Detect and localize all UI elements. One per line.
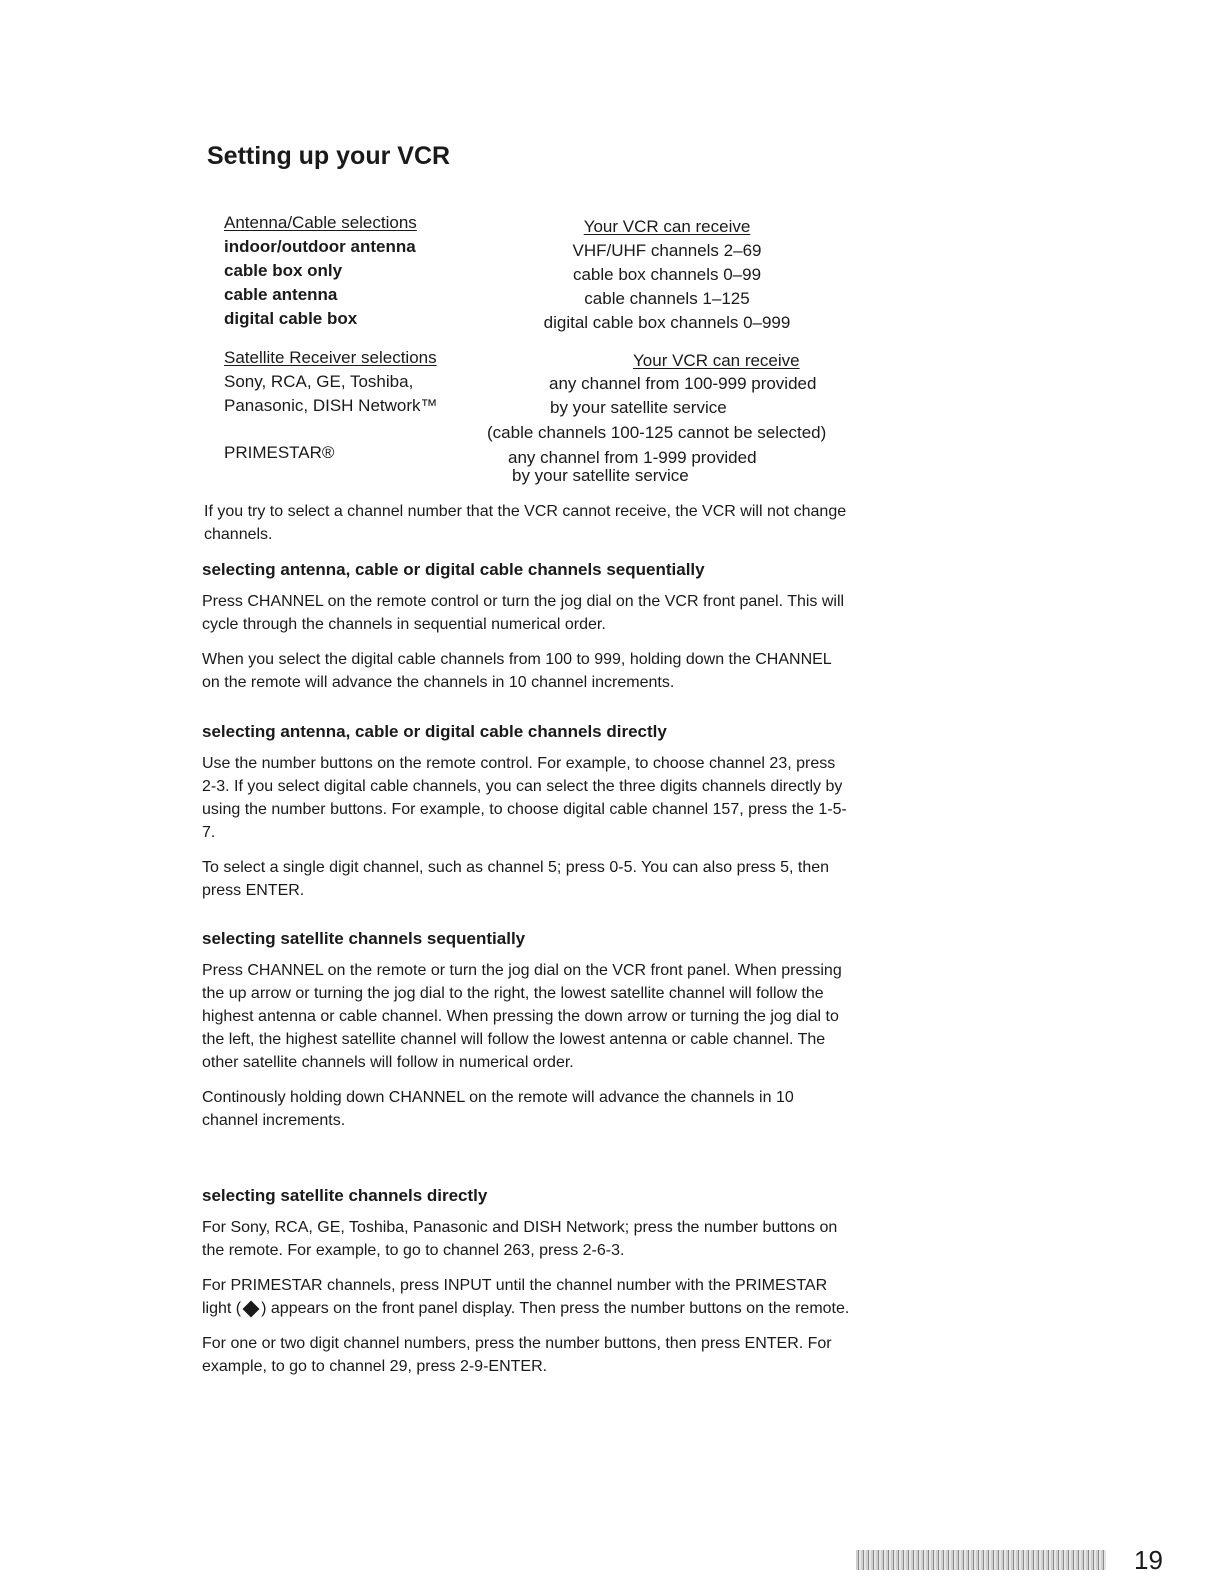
section-satellite-direct [202, 1186, 852, 1390]
section-heading: selecting antenna, cable or digital cable channels directly [202, 722, 667, 741]
satellite-receive-line: (cable channels 100-125 cannot be selected) [487, 423, 827, 442]
antenna-option: cable box only [224, 261, 343, 280]
page-number: 19 [1134, 1545, 1163, 1575]
primestar-text-end: ) appears on the front panel display. Then press the number buttons on the remote. [261, 1300, 850, 1317]
diamond-icon [243, 1300, 260, 1317]
section-antenna-direct [202, 722, 852, 914]
antenna-option: digital cable box [224, 309, 358, 328]
antenna-selections [224, 211, 417, 331]
antenna-receive [517, 215, 817, 335]
section-paragraph: To select a single digit channel, such as channel 5; press 0-5. You can also press 5, then press ENTER. [202, 859, 830, 899]
section-paragraph: Use the number buttons on the remote control. For example, to choose channel 23, press 2-3. If you select digital cable channels, you can select the three digits channels directly by using the number buttons. For example, to choose digital cable channel 157, press the 1-5-7. [202, 755, 847, 841]
section-heading: selecting antenna, cable or digital cable channels sequentially [202, 560, 705, 579]
section-satellite-sequential [202, 929, 852, 1144]
section-heading: selecting satellite channels sequentially [202, 929, 526, 948]
section-heading: selecting satellite channels directly [202, 1186, 488, 1205]
satellite-heading: Satellite Receiver selections [224, 348, 437, 367]
receive-item: cable box channels 0–99 [572, 265, 762, 284]
antenna-option: indoor/outdoor antenna [224, 237, 416, 256]
primestar-label: PRIMESTAR® [224, 443, 335, 462]
antenna-heading: Antenna/Cable selections [224, 213, 417, 232]
satellite-receive-line: by your satellite service [550, 398, 727, 417]
satellite-brands: Sony, RCA, GE, Toshiba, [224, 372, 414, 391]
section-antenna-sequential [202, 560, 852, 706]
receive-item: digital cable box channels 0–999 [543, 313, 791, 332]
section-paragraph: For Sony, RCA, GE, Toshiba, Panasonic and DISH Network; press the number buttons on the remote. For example, to go to channel 263, press 2-6-3. [202, 1219, 838, 1259]
section-paragraph: When you select the digital cable channels from 100 to 999, holding down the CHANNEL on the remote will advance the channels in 10 channel increments. [202, 651, 832, 691]
section-paragraph: Press CHANNEL on the remote or turn the jog dial on the VCR front panel. When pressing the up arrow or turning the jog dial to the right, the lowest satellite channel will follow the highest antenna or cable channel. When pressing the down arrow or turning the jog dial to the left, the highest satellite channel will follow the lowest antenna or cable channel. The other satellite channels will follow in numerical order. [202, 962, 842, 1071]
primestar-receive-line: by your satellite service [512, 466, 689, 485]
satellite-receive-heading: Your VCR can receive [633, 351, 800, 370]
note-paragraph: If you try to select a channel number that the VCR cannot receive, the VCR will not change channels. [204, 503, 847, 543]
primestar-text-start: For PRIMESTAR channels, press INPUT until the channel number with the PRIMESTAR light ( [202, 1277, 828, 1317]
receive-item: cable channels 1–125 [584, 289, 750, 308]
satellite-brands: Panasonic, DISH Network™ [224, 396, 438, 415]
section-paragraph: Press CHANNEL on the remote control or turn the jog dial on the VCR front panel. This will cycle through the channels in sequential numerical order. [202, 593, 845, 633]
primestar-paragraph [202, 1274, 852, 1320]
page-title: Setting up your VCR [207, 142, 451, 170]
primestar-receive-line: any channel from 1-999 provided [508, 448, 757, 467]
antenna-option: cable antenna [224, 285, 338, 304]
section-paragraph: For one or two digit channel numbers, press the number buttons, then press ENTER. For example, to go to channel 29, press 2-9-ENTER. [202, 1335, 832, 1375]
receive-item: VHF/UHF channels 2–69 [572, 241, 762, 260]
receive-heading: Your VCR can receive [583, 217, 751, 236]
footer-decorative-bar [856, 1550, 1106, 1570]
satellite-selections [224, 346, 438, 418]
satellite-receive-line: any channel from 100-999 provided [549, 374, 817, 393]
section-paragraph: Continously holding down CHANNEL on the remote will advance the channels in 10 channel increments. [202, 1089, 794, 1129]
